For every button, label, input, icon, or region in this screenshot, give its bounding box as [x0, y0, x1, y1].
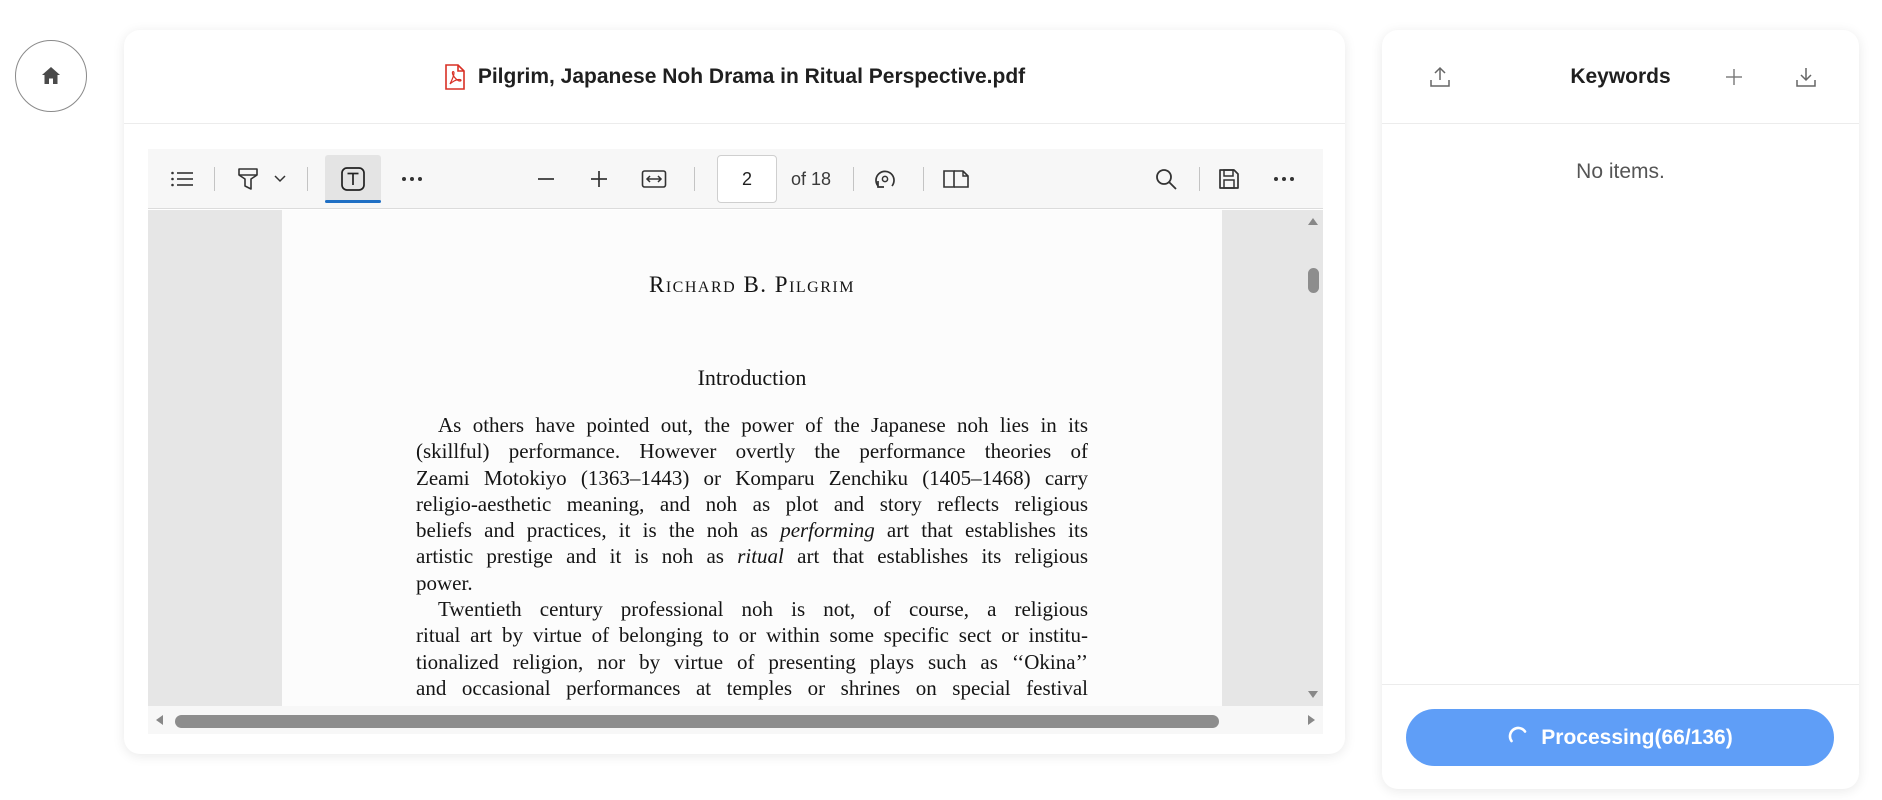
text-line: ritual art by virtue of belonging to or within some specific sect or institu-: [416, 623, 1088, 648]
keywords-title: Keywords: [1570, 65, 1671, 88]
home-icon: [39, 64, 63, 88]
toolbar-divider: [923, 167, 924, 191]
rotate-button[interactable]: [867, 149, 903, 209]
contents-list-icon: [170, 169, 194, 189]
upload-icon: [1428, 65, 1452, 89]
more-options-button[interactable]: [1266, 149, 1302, 209]
text-line: beliefs and practices, it is the noh as performing art that establishes its: [416, 518, 1088, 543]
toolbar-divider: [853, 167, 854, 191]
highlight-button[interactable]: [230, 149, 266, 209]
search-icon: [1154, 167, 1178, 191]
text-line: (skillful) performance. However overtly the performance theories of: [416, 439, 1088, 464]
keywords-header: [1382, 30, 1859, 124]
pdf-page: [282, 210, 1222, 706]
page-view-icon: [942, 167, 970, 191]
spinner-icon: [1507, 726, 1531, 750]
zoom-in-icon: [589, 169, 609, 189]
document-viewport[interactable]: [148, 210, 1323, 706]
upload-button[interactable]: [1422, 59, 1458, 95]
fit-width-button[interactable]: [634, 149, 674, 209]
page-view-button[interactable]: [936, 149, 976, 209]
toolbar-divider: [694, 167, 695, 191]
add-icon: [1724, 67, 1744, 87]
download-button[interactable]: [1788, 59, 1824, 95]
pdf-viewer-panel: [124, 30, 1345, 754]
keywords-panel: [1382, 30, 1859, 789]
keywords-footer: [1382, 684, 1859, 789]
text-line: Zeami Motokiyo (1363–1443) or Komparu Zenchiku (1405–1468) carry: [416, 465, 1088, 490]
text-line: As others have pointed out, the power of the Japanese noh lies in its: [438, 413, 1088, 437]
highlight-dropdown-button[interactable]: [268, 149, 292, 209]
pdf-file-icon: [444, 64, 466, 90]
scroll-down-arrow[interactable]: [1308, 691, 1318, 698]
toolbar-divider: [307, 167, 308, 191]
scroll-left-arrow[interactable]: [156, 715, 163, 725]
text-line: Twentieth century professional noh is not, of course, a religious: [438, 597, 1088, 622]
fit-width-icon: [641, 168, 667, 190]
empty-list-message: No items.: [1576, 160, 1665, 183]
download-icon: [1794, 65, 1818, 89]
text-select-button[interactable]: [325, 155, 381, 203]
paragraph: [416, 596, 1088, 701]
contents-list-button[interactable]: [164, 149, 200, 209]
text-line: artistic prestige and it is noh as ritual art that establishes its religious: [416, 544, 1088, 569]
paragraph: [416, 412, 1088, 596]
processing-label: Processing(66/136): [1541, 725, 1733, 749]
text-line: power.: [416, 570, 473, 595]
pdf-toolbar: [148, 149, 1323, 209]
text-select-icon: [339, 165, 367, 193]
text-line: religio-aesthetic meaning, and noh as plot and story reflects religious: [416, 491, 1088, 516]
vertical-scrollbar[interactable]: [1303, 210, 1323, 706]
more-icon: [400, 175, 424, 183]
search-button[interactable]: [1148, 149, 1184, 209]
zoom-out-button[interactable]: [528, 149, 564, 209]
more-options-icon: [1272, 175, 1296, 183]
vertical-scroll-thumb[interactable]: [1308, 268, 1319, 293]
horizontal-scrollbar[interactable]: [148, 706, 1323, 734]
zoom-out-icon: [536, 169, 556, 189]
toolbar-divider: [214, 167, 215, 191]
scroll-right-arrow[interactable]: [1308, 715, 1315, 725]
save-icon: [1217, 167, 1241, 191]
page-count-label: of 18: [791, 169, 832, 189]
viewer-header: [124, 30, 1345, 124]
author-name: Richard B. Pilgrim: [649, 272, 855, 297]
file-title: Pilgrim, Japanese Noh Drama in Ritual Perspective.pdf: [477, 64, 1026, 88]
scroll-up-arrow[interactable]: [1308, 218, 1318, 225]
zoom-in-button[interactable]: [581, 149, 617, 209]
chevron-down-icon: [273, 174, 287, 184]
body-text: [416, 412, 1088, 701]
rotate-icon: [872, 166, 898, 192]
section-heading: Introduction: [697, 365, 807, 390]
text-line: tionalized religion, nor by virtue of presenting plays such as ‘‘Okina’’: [416, 649, 1088, 674]
highlighter-icon: [236, 166, 260, 192]
more-tools-button[interactable]: [394, 149, 430, 209]
processing-button[interactable]: [1406, 709, 1834, 766]
text-line: and occasional performances at temples or shrines on special festival: [416, 675, 1088, 700]
toolbar-divider: [1199, 167, 1200, 191]
save-button[interactable]: [1211, 149, 1247, 209]
page-number-input[interactable]: [717, 155, 777, 203]
horizontal-scroll-thumb[interactable]: [175, 715, 1219, 728]
home-button[interactable]: [15, 40, 87, 112]
add-keyword-button[interactable]: [1716, 59, 1752, 95]
